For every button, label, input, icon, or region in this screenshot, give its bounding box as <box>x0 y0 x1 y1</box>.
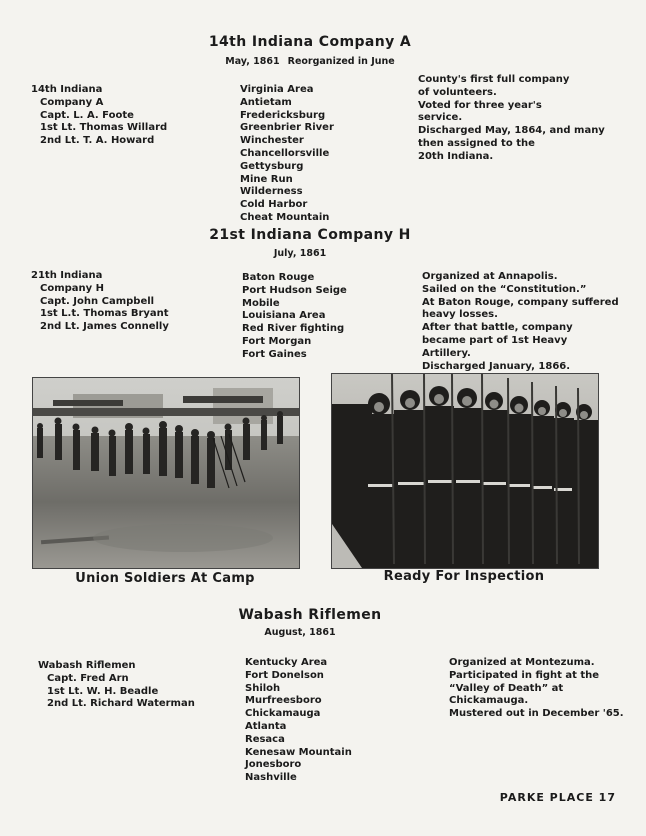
battle-item: Chancellorsville <box>240 147 330 159</box>
battle-item: Shiloh <box>245 682 281 694</box>
history-line: Organized at Montezuma. <box>449 657 595 668</box>
inspection-photo-caption: Ready For Inspection <box>383 569 545 584</box>
inspection-photo-image <box>332 374 598 568</box>
battle-item: Port Hudson Seige <box>242 284 347 296</box>
history-line: of volunteers. <box>418 86 497 98</box>
history-line: 20th Indiana. <box>418 150 494 162</box>
history-line: Mustered out in December '65. <box>449 708 624 720</box>
roster-line: Wabash Riflemen <box>38 660 136 671</box>
company-a-title: 14th Indiana Company A <box>208 34 412 50</box>
battle-item: Red River fighting <box>242 323 345 335</box>
battle-item: Nashville <box>245 772 297 784</box>
battle-item: Mobile <box>242 297 280 309</box>
history-line: Participated in fight at the <box>449 669 600 681</box>
company-a-date-line <box>170 56 450 67</box>
battle-item: Cheat Mountain <box>240 211 330 223</box>
riflemen-history <box>449 657 624 721</box>
history-line: After that battle, company <box>422 322 573 334</box>
history-line: became part of 1st Heavy <box>422 334 568 346</box>
company-h-battles <box>242 272 347 362</box>
roster-line: 2nd Lt. Richard Waterman <box>47 698 195 710</box>
history-line: Discharged May, 1864, and many <box>418 125 605 137</box>
company-h-history <box>422 271 619 373</box>
inspection-photo <box>331 373 599 569</box>
battle-item: Atlanta <box>245 720 287 732</box>
company-a-history <box>418 74 605 164</box>
history-line: “Valley of Death” at <box>449 682 564 694</box>
battle-item: Virginia Area <box>240 84 314 95</box>
battle-item: Chickamauga <box>245 708 321 720</box>
company-h-title: 21st Indiana Company H <box>209 227 411 243</box>
roster-line: Company A <box>40 96 104 108</box>
battle-item: Louisiana Area <box>242 310 326 322</box>
camp-photo <box>32 377 300 569</box>
riflemen-battles <box>245 657 352 785</box>
history-line: Voted for three year's <box>418 99 542 111</box>
battle-item: Kentucky Area <box>245 657 328 668</box>
roster-line: 21th Indiana <box>31 270 103 281</box>
roster-line: Capt. L. A. Foote <box>40 109 134 121</box>
company-a-note: Reorganized in June <box>287 56 395 67</box>
riflemen-roster <box>38 660 195 711</box>
history-line: Chickamauga. <box>449 695 529 707</box>
history-line: County's first full company <box>418 74 570 85</box>
battle-item: Wilderness <box>240 186 303 198</box>
roster-line: 14th Indiana <box>31 84 103 95</box>
history-line: At Baton Rouge, company suffered <box>422 296 619 308</box>
battle-item: Winchester <box>240 135 304 147</box>
roster-line: 2nd Lt. James Connelly <box>40 321 169 333</box>
history-line: Discharged January, 1866. <box>422 360 571 372</box>
riflemen-title: Wabash Riflemen <box>238 607 382 623</box>
roster-line: 2nd Lt. T. A. Howard <box>40 135 155 147</box>
riflemen-date: August, 1861 <box>264 627 336 638</box>
history-line: Sailed on the “Constitution.” <box>422 283 587 295</box>
history-line: heavy losses. <box>422 309 498 321</box>
battle-item: Fort Gaines <box>242 348 307 360</box>
battle-item: Resaca <box>245 733 285 745</box>
roster-line: 1st L.t. Thomas Bryant <box>40 308 169 320</box>
battle-item: Jonesboro <box>245 759 302 771</box>
company-a-roster <box>31 84 167 148</box>
battle-item: Kenesaw Mountain <box>245 746 352 758</box>
roster-line: Capt. Fred Arn <box>47 672 129 684</box>
battle-item: Cold Harbor <box>240 199 308 211</box>
company-a-date: May, 1861 <box>225 56 280 67</box>
company-h-date: July, 1861 <box>273 248 327 259</box>
history-line: Artillery. <box>422 347 471 359</box>
roster-line: Capt. John Campbell <box>40 295 155 307</box>
battle-item: Murfreesboro <box>245 695 322 707</box>
page-footer: PARKE PLACE 17 <box>499 791 616 804</box>
history-line: then assigned to the <box>418 137 535 149</box>
roster-line: 1st Lt. Thomas Willard <box>40 122 168 134</box>
camp-photo-image <box>33 378 299 568</box>
battle-item: Mine Run <box>240 173 293 185</box>
battle-item: Gettysburg <box>240 160 304 172</box>
battle-item: Greenbrier River <box>240 122 334 134</box>
company-a-battles <box>240 84 334 225</box>
battle-item: Fredericksburg <box>240 109 326 121</box>
battle-item: Fort Donelson <box>245 669 324 681</box>
camp-photo-caption: Union Soldiers At Camp <box>75 571 255 586</box>
battle-item: Antietam <box>240 96 292 108</box>
roster-line: 1st Lt. W. H. Beadle <box>47 685 159 697</box>
history-line: Organized at Annapolis. <box>422 271 558 282</box>
battle-item: Fort Morgan <box>242 335 312 347</box>
history-line: service. <box>418 112 463 124</box>
roster-line: Company H <box>40 282 105 294</box>
battle-item: Baton Rouge <box>242 272 315 283</box>
company-h-roster <box>31 270 169 334</box>
